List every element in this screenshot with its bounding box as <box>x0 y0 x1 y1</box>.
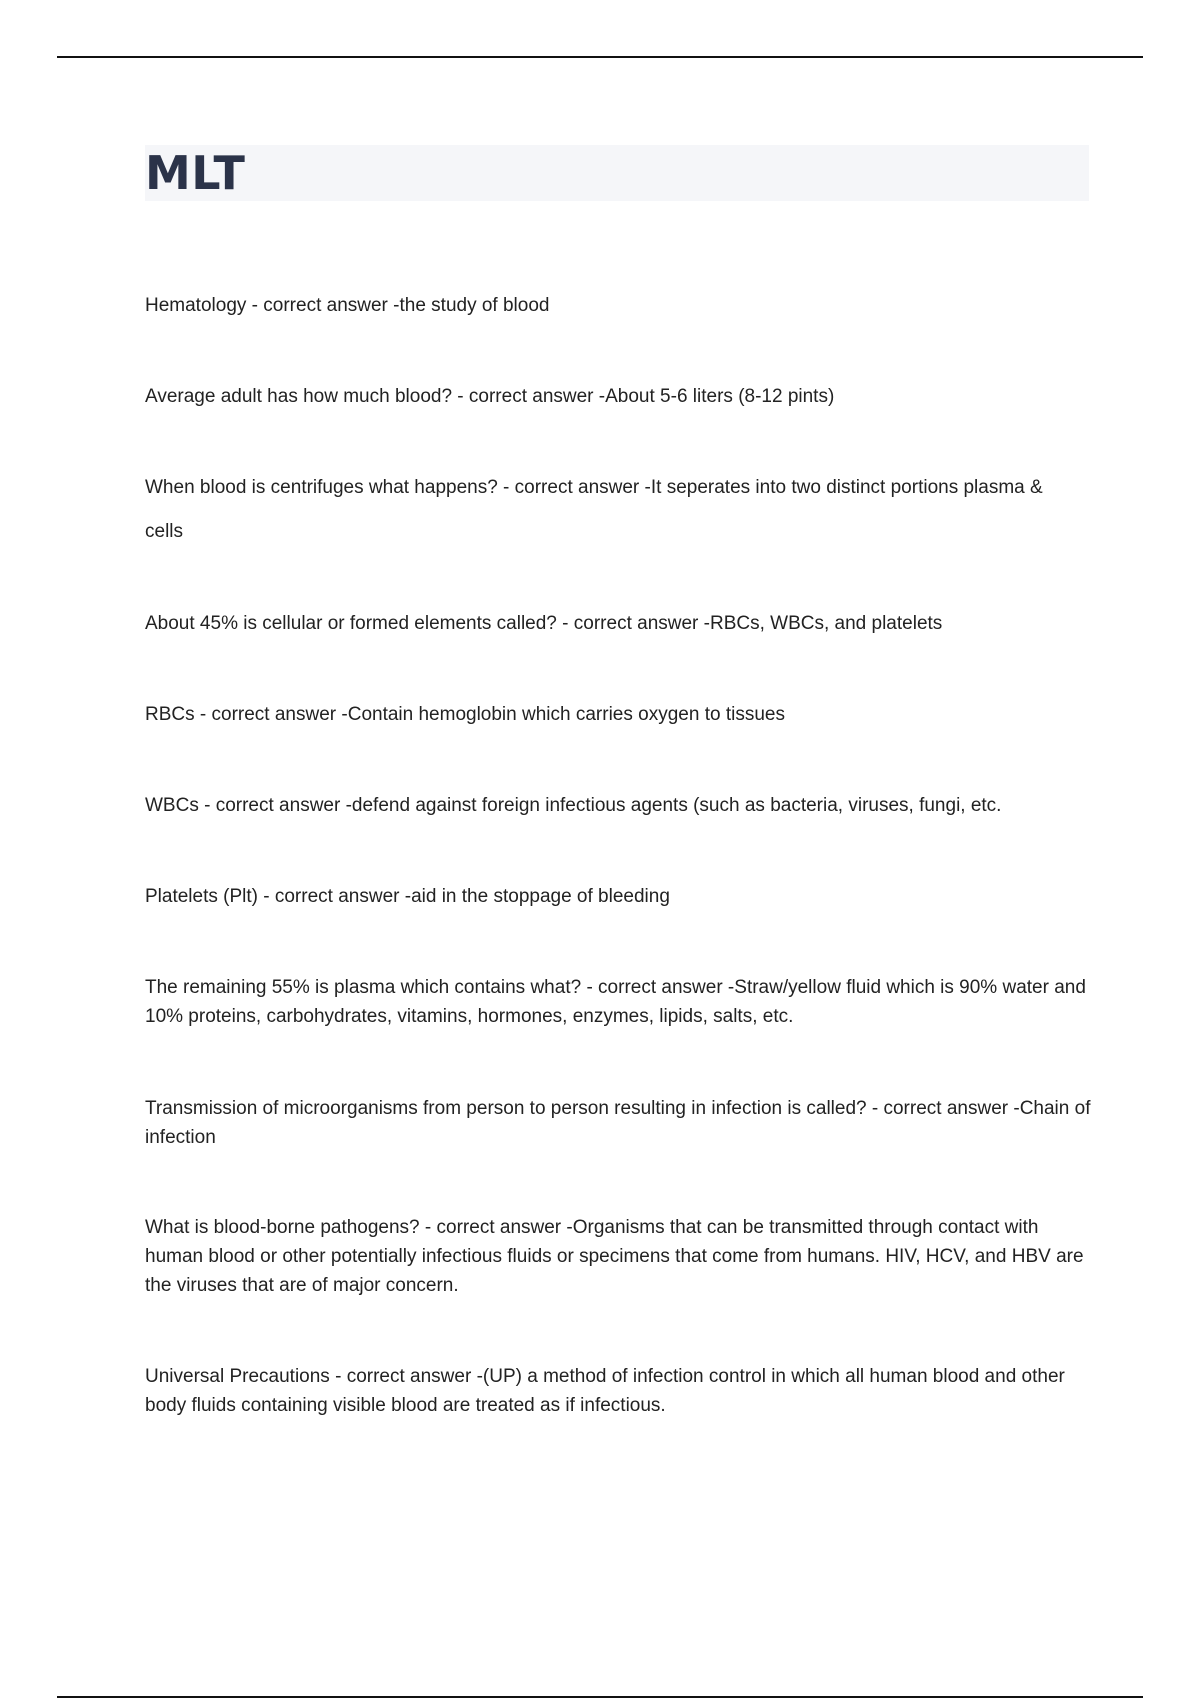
qa-item <box>145 291 1095 320</box>
question-text: When blood is centrifuges what happens? <box>145 477 498 498</box>
qa-item <box>145 609 1095 638</box>
qa-item <box>145 882 1095 911</box>
answer-separator: - correct answer - <box>198 795 352 816</box>
qa-item <box>145 466 1045 554</box>
bottom-rule <box>57 1696 1143 1698</box>
answer-text: Chain of infection <box>145 1098 1091 1148</box>
question-text: Universal Precautions <box>145 1366 330 1387</box>
question-text: WBCs <box>145 795 199 816</box>
question-text: What is blood-borne pathogens? <box>145 1217 420 1238</box>
question-text: Platelets (Plt) <box>145 886 258 907</box>
qa-item <box>145 382 1095 411</box>
qa-item <box>145 973 1095 1031</box>
qa-item <box>145 1362 1095 1420</box>
answer-text: RBCs, WBCs, and platelets <box>709 613 943 634</box>
answer-text: About 5-6 liters (8-12 pints) <box>605 386 835 407</box>
answer-text: Straw/yellow fluid which is 90% water and 10% proteins, carbohydrates, vitamins, hormones, enzymes, lipids, salts, etc. <box>145 977 1086 1027</box>
answer-separator: - correct answer - <box>246 295 400 316</box>
qa-item <box>145 700 1095 729</box>
question-text: RBCs <box>145 704 195 725</box>
top-rule <box>57 56 1143 58</box>
qa-item <box>145 1094 1095 1152</box>
qa-item <box>145 791 1095 820</box>
answer-text: It seperates into two distinct portions plasma & cells <box>145 477 1043 542</box>
question-text: Transmission of microorganisms from person to person resulting in infection is called? <box>145 1098 867 1119</box>
answer-separator: - correct answer - <box>452 386 606 407</box>
answer-separator: - correct answer - <box>419 1217 573 1238</box>
title-band <box>145 145 1089 201</box>
page-title: MLT <box>145 146 246 200</box>
question-text: Average adult has how much blood? <box>145 386 453 407</box>
answer-separator: - correct answer - <box>556 613 710 634</box>
answer-text: the study of blood <box>399 295 550 316</box>
answer-separator: - correct answer - <box>329 1366 483 1387</box>
question-text: About 45% is cellular or formed elements called? <box>145 613 557 634</box>
answer-text: aid in the stoppage of bleeding <box>411 886 670 907</box>
answer-separator: - correct answer - <box>866 1098 1020 1119</box>
answer-separator: - correct answer - <box>497 477 651 498</box>
answer-separator: - correct answer - <box>581 977 735 998</box>
qa-item <box>145 1213 1095 1300</box>
answer-text: Contain hemoglobin which carries oxygen to tissues <box>347 704 785 725</box>
answer-text: (UP) a method of infection control in which all human blood and other body fluids containing visible blood are treated as if infectious. <box>145 1366 1065 1416</box>
question-text: Hematology <box>145 295 247 316</box>
answer-text: defend against foreign infectious agents (such as bacteria, viruses, fungi, etc. <box>351 795 1002 816</box>
answer-text: Organisms that can be transmitted through contact with human blood or other potentially infectious fluids or specimens that come from humans. HIV, HCV, and HBV are the viruses that are of major concern. <box>145 1217 1084 1296</box>
question-text: The remaining 55% is plasma which contains what? <box>145 977 582 998</box>
answer-separator: - correct answer - <box>257 886 412 907</box>
answer-separator: - correct answer - <box>194 704 348 725</box>
